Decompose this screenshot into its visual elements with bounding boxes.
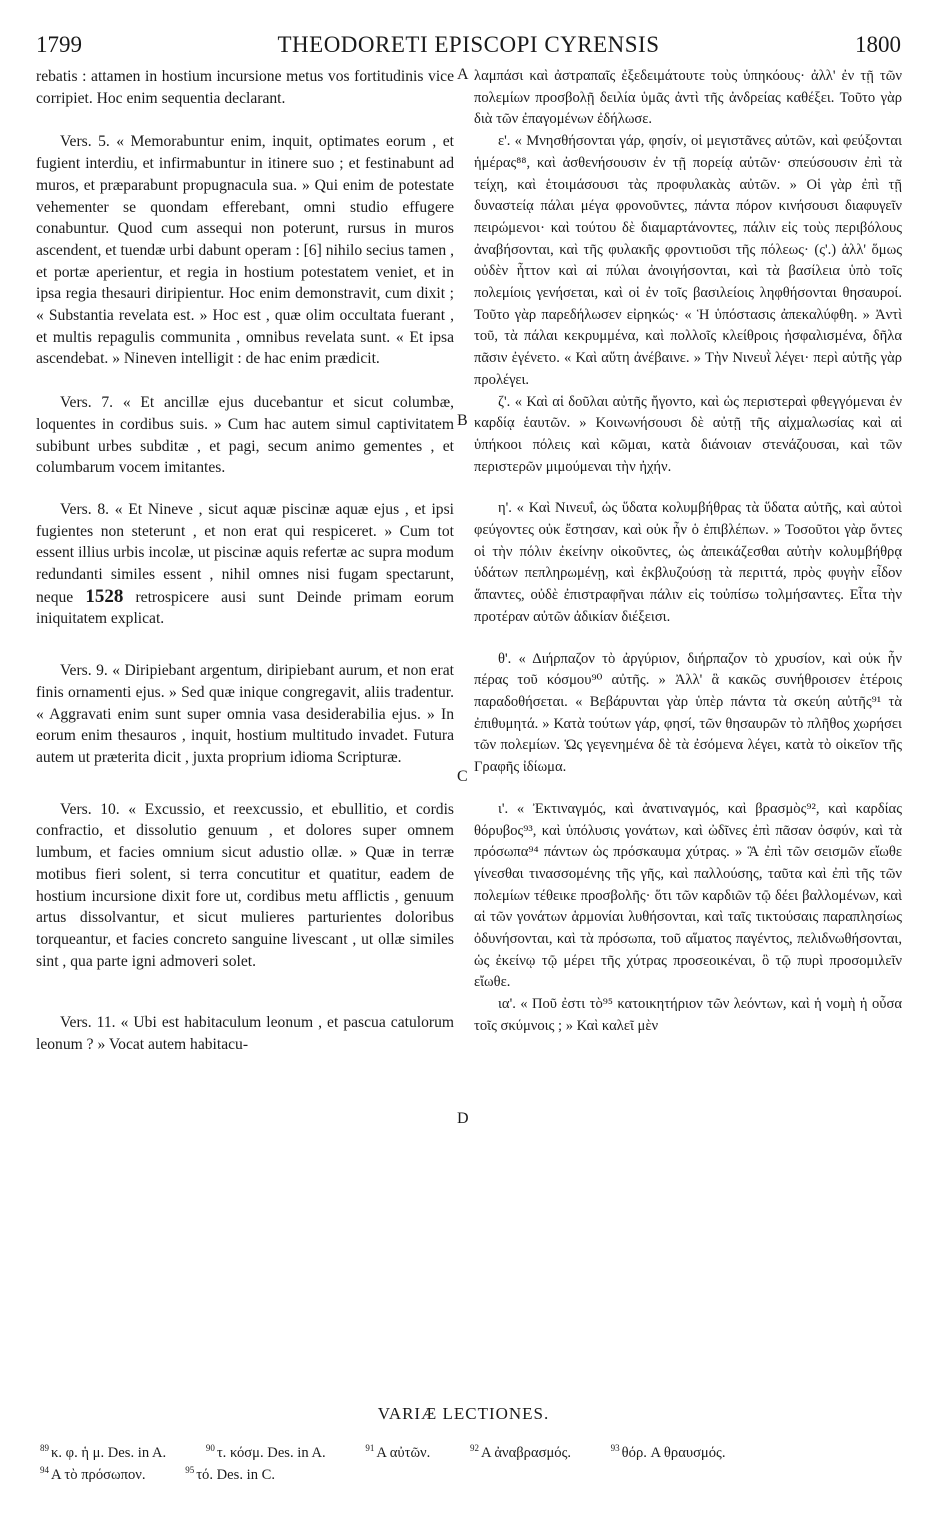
variant-reading: $^{94}$ A τὸ πρόσωπον. [40,1465,146,1483]
running-header [36,32,901,62]
greek-column [474,66,902,1038]
greek-paragraph-vers-11: ια'. « Ποῦ ἐστι τὸ⁹⁵ κατοικητήριον τῶν λεόντων, καὶ ἡ νομὴ ἡ οὖσα τοῖς σκύμνοις ; » Καὶ καλεῖ μὲν [474,996,902,1034]
greek-paragraph-intro: λαμπάσι καὶ ἀστραπαῖς ἐξεδειμάτουτε τοὺς ὑπηκόους· ἀλλ' ἐν τῇ τῶν πολεμίων προσβολῇ δειλία ὑμᾶς ἀντὶ τῆς ἀνδρείας καθέξει. Τοῦτο γὰρ διὰ τῶν ἐπαγομένων ἐδήλωσε. [474,68,902,128]
latin-vers-8-text: Vers. 8. « Et Nineve , sicut aquæ piscinæ aquæ ejus , et ipsi fugientes non steterunt , et non erat qui respiceret. » Cum tot essent illius urbis incolæ, ut piscinæ aquis refertæ ac supra modum redundanti similes essent , nihil omnes nisi fugam spectarunt, neque [36,500,454,606]
greek-paragraph-vers-10: ι'. « Ἐκτιναγμός, καὶ ἀνατιναγμός, καὶ βρασμὸς⁹², καὶ καρδίας θόρυβος⁹³, καὶ ὑπόλυσις γονάτων, καὶ ὠδῖνες ἐπὶ πᾶσαν ὀσφύν, καὶ τὰ πρόσωπα⁹⁴ πάντων ὡς πρόσκαυμα χύτρας. » Ἃ ἐπὶ τῶν σεισμῶν εἴωθε γίνεσθαι τινασσομένης τῆς γῆς, καὶ παλλούσης, ταῦτα καὶ ἐπὶ τῆς τῶν πολεμίων τέθεικε προσβολῆς· ὅτι τῶν καρδιῶν τῷ δέει βαλλομένων, καὶ αἱ τῶν γονάτων ἁρμονίαι λυθήσονται, καὶ ταῖς τικτούσαις παραπλησίως ὀδυνήσονται, καὶ τὰ πρόσωπα, τοῦ αἵματος παγέντος, πελιδνωθήσονται, ὡς ἐκείνῳ τῷ μέρει τῆς χύτρας προσεοικέναι, ὃ τῷ πυρὶ προσομιλεῖν εἴωθε. [474,800,902,991]
greek-paragraph-vers-9: θ'. « Διήρπαζον τὸ ἀργύριον, διήρπαζον τὸ χρυσίον, καὶ οὐκ ἦν πέρας τοῦ κόσμου⁹⁰ αὐτῆς. » Ἀλλ' ἃ κακῶς συνήθροισεν ἑτέροις παραδοθήσεται. « Βεβάρυνται γὰρ ὑπὲρ πάντα τὰ σκεύη αὐτῆς⁹¹ τὰ ἐπιθυμητά. » Κατὰ τούτων γάρ, φησί, τῶν θησαυρῶν τὸ πλῆθος χωρήσει τῶν πολεμίων. Ὡς γεγενημένα δὲ τὰ ἐσόμενα λέγει, κατὰ τὸ οἰκεῖον τῆς Γραφῆς ἰδίωμα. [474,650,902,776]
margin-letter-c: C [457,768,468,785]
latin-paragraph-vers-9: Vers. 9. « Diripiebant argentum, diripiebant aurum, et non erat finis ornamenti ejus. » Sed quæ inique congregavit, aliis tradentur. « Aggravati enim sunt super omnia vasa desiderabilia ejus. » In eorum enim thesauros , inquit, hostium multitudo invadet. Futura autem ut præterita dicit , juxta proprium idioma Scripturæ. [36,662,454,766]
latin-paragraph-vers-11: Vers. 11. « Ubi est habitaculum leonum , et pascua catulorum leonum ? » Vocat autem habitacu- [36,1014,454,1054]
variant-reading: $^{95}$ τό. Des. in C. [185,1465,276,1483]
latin-paragraph-vers-10: Vers. 10. « Excussio, et reexcussio, et ebullitio, et cordis confractio, et dissolutio genuum , et dolores super omnem lumbum, et facies omnium sicut adustio ollæ. » Quæ in terræ motibus fieri solent, si terra concutitur et quatitur, eadem de hostium incursione dixit fore ut, cordibus metu afflictis , genuum artus dissolvantur, et sicut mulieres parturientes doloribus torqueantur, et facies concreto sanguine livescant , ut ollæ similes sint , qua parte igni admoveri solet. [36,800,454,970]
greek-paragraph-vers-5: ε'. « Μνησθήσονται γάρ, φησίν, οἱ μεγιστᾶνες αὐτῶν, καὶ φεύξονται ἡμέρας⁸⁸, καὶ ἀσθενήσουσιν ἐν τῇ πορείᾳ αὐτῶν· σπεύσουσιν ἐπὶ τὰ τείχη, καὶ ἑτοιμάσουσι τὰς προφυλακὰς αὐτῶν. » Οἱ γὰρ ἐπὶ τῇ δυναστείᾳ πάλαι μέγα φρονοῦντες, πάντα πόρον κινήσουσι διαφυγεῖν πειρώμενοι· καὶ τούτου δὲ διαμαρτάνοντες, πάλιν εἰς τοὺς περιβόλους ἀναβήσονται, καὶ τῆς φυλακῆς φροντιοῦσι τῆς πόλεως· (ς'.) ἀλλ' ὅμως οὐδὲν ἧττον καὶ αἱ πύλαι ἀνοιγήσονται, καὶ τὰ βασίλεια ὑπὸ τοῖς πολεμίοις γενήσεται, καὶ οἱ ἐν τοῖς βασιλείοις ληφθήσονται θησαυροί. Τοῦτο γὰρ παρεδήλωσεν εἰρηκώς· « Ἡ ὑπόστασις ἀπεκαλύφθη. » Ἀντὶ τοῦ, τὰ πάλαι κεκρυμμένα, καὶ πολλοῖς κλείθροις ἠσφαλισμένα, δῆλα πᾶσιν ἐγένετο. « Καὶ αὕτη ἀνέβαινε. » Τὴν Νινευῒ λέγει· περὶ αὐτῆς γὰρ προλέγει. [474,133,902,388]
variant-reading: $^{89}$ κ. φ. ἡ μ. Des. in A. [40,1443,167,1461]
greek-paragraph-vers-7: ζ'. « Καὶ αἱ δοῦλαι αὐτῆς ἤγοντο, καὶ ὡς περιστεραὶ φθεγγόμεναι ἐν καρδίᾳ ἑαυτῶν. » Κοινωνήσουσι δὲ αὐτῇ τῆς αἰχμαλωσίας καὶ αἱ ὑπήκοοι πόλεις καὶ κῶμαι, κατὰ διάνοιαν στενάζουσαι, καὶ τῶν περιστερῶν μιμούμεναι τὴν ἠχήν. [474,393,902,475]
variant-reading: $^{90}$ τ. κόσμ. Des. in A. [205,1443,326,1461]
variant-reading: $^{92}$ A ἀναβρασμός. [469,1443,572,1461]
latin-paragraph-vers-7: Vers. 7. « Et ancillæ ejus ducebantur et sicut columbæ, loquentes in cordibus suis. » Cum hac autem simul captivitatem subibunt urbes subditæ , et pagi, secum animo gementes , et columbarum vocem imitantes. [36,394,454,477]
variant-reading: $^{91}$ A αὐτῶν. [365,1443,431,1461]
margin-letter-d: D [457,1110,469,1127]
latin-paragraph-intro: rebatis : attamen in hostium incursione metus vos fortitudinis vice corripiet. Hoc enim sequentia declarant. [36,68,454,107]
running-title: THEODORETI EPISCOPI CYRENSIS [277,32,660,57]
variae-lectiones-title: VARIÆ LECTIONES. [377,1404,550,1423]
page-number-right: 1800 [855,32,901,57]
variae-lectiones-row-2 [40,1460,900,1485]
margin-letter-a: A [457,66,469,83]
latin-column [36,66,454,1056]
latin-paragraph-vers-5: Vers. 5. « Memorabuntur enim, inquit, optimates eorum , et fugient interdiu, et infirmabuntur in itinere suo ; et festinabunt ad muros, et præparabunt propugnacula sua. » Qui enim de potestate vehementer se quondam efferebant, omni studio effugere conabuntur. Quod cum assequi non poterunt, rursus in muros ascendent, et tuendæ urbi dabunt operam : [6] nihilo secius tamen , et portæ aperientur, et regia in hostium potestatem veniet, et in ipsa regia thesauri diripientur. Hoc enim demonstravit, cum dixit ; « Substantia revelata est. » Hoc est , quæ olim occultata fuerant , et multis repagulis communita , omnibus revelata sunt. « Et ipsa ascendebat. » Nineven intelligit : de hac enim prædicit. [36,133,454,368]
margin-letter-b: B [457,412,468,429]
migne-page-number: 1528 [85,585,124,607]
greek-paragraph-vers-8: η'. « Καὶ Νινευΐ, ὡς ὕδατα κολυμβήθρας τὰ ὕδατα αὐτῆς, καὶ αὐτοὶ φεύγοντες οὐκ ἔστησαν, καὶ οὐκ ἦν ὁ ἐπιβλέπων. » Τοσοῦτοι γὰρ ὄντες οἱ τὴν πόλιν ἐκείνην οἰκοῦντες, ὡς ἀπεικάζεσθαι αὐτὴν κολυμβήθρᾳ ὑδάτων πεπληρωμένῃ, καὶ ἐκβλυζούσῃ τὰ περιττά, πρὸς φυγὴν εἶδον ἅπαντες, οὐδὲ ἐπιστραφῆναι πάλιν εἰς τοὐπίσω τολμήσαντες. Εἶτα τὴν προτέραν αὐτῶν ἀδικίαν διέξεισι. [474,500,902,625]
page-number-left: 1799 [36,32,82,57]
latin-paragraph-vers-8 [36,499,454,630]
variant-reading: $^{93}$ θόρ. A θραυσμός. [610,1443,726,1461]
latin-vers-8-text-end: retrospicere ausi sunt Deinde primam eorum iniquitatem explicat. [36,588,455,628]
